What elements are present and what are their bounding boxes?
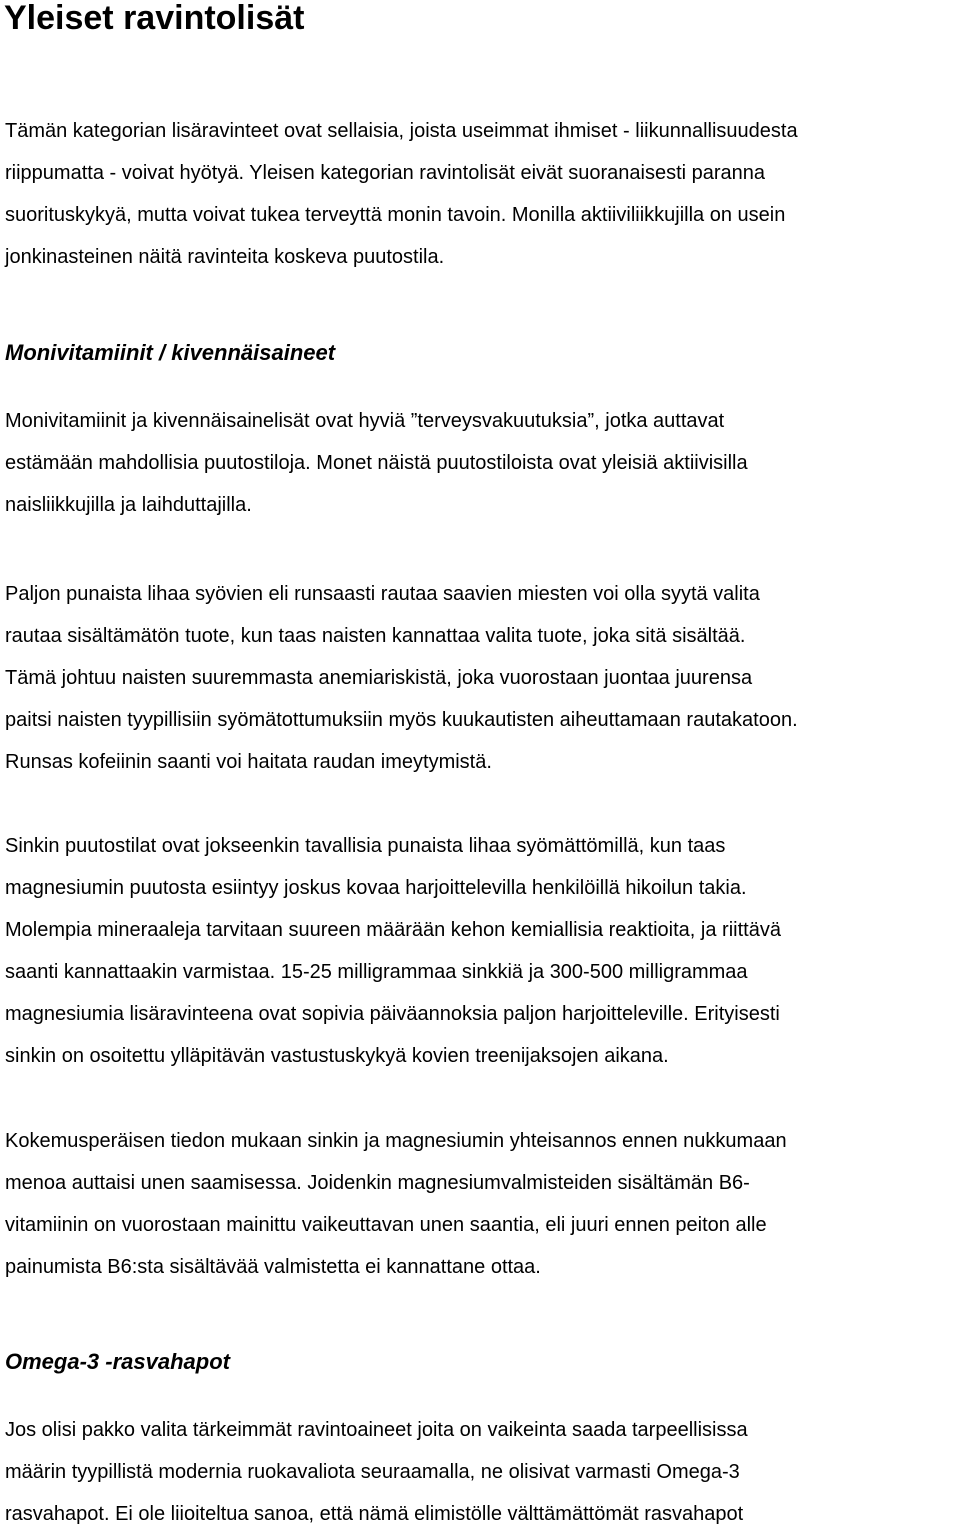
paragraph-line: magnesiumia lisäravinteena ovat sopivia päiväannoksia paljon harjoitteleville. Erityisesti <box>5 1003 780 1025</box>
intro-line: riippumatta - voivat hyötyä. Yleisen kategorian ravintolisät eivät suoranaisesti paranna <box>5 162 766 184</box>
paragraph-line: sinkin on osoitettu ylläpitävän vastustuskykyä kovien treenijaksojen aikana. <box>5 1045 669 1067</box>
paragraph-line: Monivitamiinit ja kivennäisainelisät ovat hyviä ”terveysvakuutuksia”, jotka auttavat <box>5 410 725 432</box>
paragraph-line: rautaa sisältämätön tuote, kun taas naisten kannattaa valita tuote, joka sitä sisältää. <box>5 625 746 647</box>
document-title: Yleiset ravintolisät <box>4 0 305 37</box>
section-heading-multivitamins: Monivitamiinit / kivennäisaineet <box>5 340 336 365</box>
multivitamins-paragraph-1 <box>5 400 748 526</box>
paragraph-line: määrin tyypillistä modernia ruokavaliota seuraamalla, ne olisivat varmasti Omega-3 <box>5 1461 740 1483</box>
paragraph-line: painumista B6:sta sisältävää valmistetta ei kannattane ottaa. <box>5 1256 541 1278</box>
intro-line: suorituskykyä, mutta voivat tukea terveyttä monin tavoin. Monilla aktiiviliikkujilla on usein <box>5 204 786 226</box>
section-heading-omega3: Omega-3 -rasvahapot <box>5 1349 230 1374</box>
multivitamins-paragraph-3 <box>5 825 781 1077</box>
intro-line: Tämän kategorian lisäravinteet ovat sellaisia, joista useimmat ihmiset - liikunnallisuudesta <box>5 120 798 142</box>
paragraph-line: Jos olisi pakko valita tärkeimmät ravintoaineet joita on vaikeinta saada tarpeellisissa <box>5 1419 748 1441</box>
paragraph-line: rasvahapot. Ei ole liioiteltua sanoa, että nämä elimistölle välttämättömät rasvahapot <box>5 1503 744 1525</box>
omega3-paragraph-1 <box>5 1409 748 1535</box>
paragraph-line: Paljon punaista lihaa syövien eli runsaasti rautaa saavien miesten voi olla syytä valita <box>5 583 760 605</box>
paragraph-line: Molempia mineraaleja tarvitaan suureen määrään kehon kemiallisia reaktioita, ja riittävä <box>5 919 781 941</box>
multivitamins-paragraph-4 <box>5 1120 787 1288</box>
multivitamins-paragraph-2 <box>5 573 798 783</box>
paragraph-line: magnesiumin puutosta esiintyy joskus kovaa harjoittelevilla henkilöillä hikoilun takia. <box>5 877 747 899</box>
paragraph-line: Tämä johtuu naisten suuremmasta anemiariskistä, joka vuorostaan juontaa juurensa <box>5 667 753 689</box>
paragraph-line: paitsi naisten tyypillisiin syömätottumuksiin myös kuukautisten aiheuttamaan rautakatoon. <box>5 709 798 731</box>
paragraph-line: naisliikkujilla ja laihduttajilla. <box>5 494 252 516</box>
paragraph-line: estämään mahdollisia puutostiloja. Monet näistä puutostiloista ovat yleisiä aktiivisilla <box>5 452 748 474</box>
paragraph-line: Kokemusperäisen tiedon mukaan sinkin ja magnesiumin yhteisannos ennen nukkumaan <box>5 1130 787 1152</box>
paragraph-line: menoa auttaisi unen saamisessa. Joidenkin magnesiumvalmisteiden sisältämän B6- <box>5 1172 750 1194</box>
paragraph-line: vitamiinin on vuorostaan mainittu vaikeuttavan unen saantia, eli juuri ennen peiton alle <box>5 1214 767 1236</box>
paragraph-line: Sinkin puutostilat ovat jokseenkin tavallisia punaista lihaa syömättömillä, kun taas <box>5 835 726 857</box>
intro-line: jonkinasteinen näitä ravinteita koskeva puutostila. <box>5 246 445 268</box>
intro-paragraph <box>5 110 798 278</box>
paragraph-line: saanti kannattaakin varmistaa. 15-25 milligrammaa sinkkiä ja 300-500 milligrammaa <box>5 961 748 983</box>
paragraph-line: Runsas kofeiinin saanti voi haitata raudan imeytymistä. <box>5 751 492 773</box>
